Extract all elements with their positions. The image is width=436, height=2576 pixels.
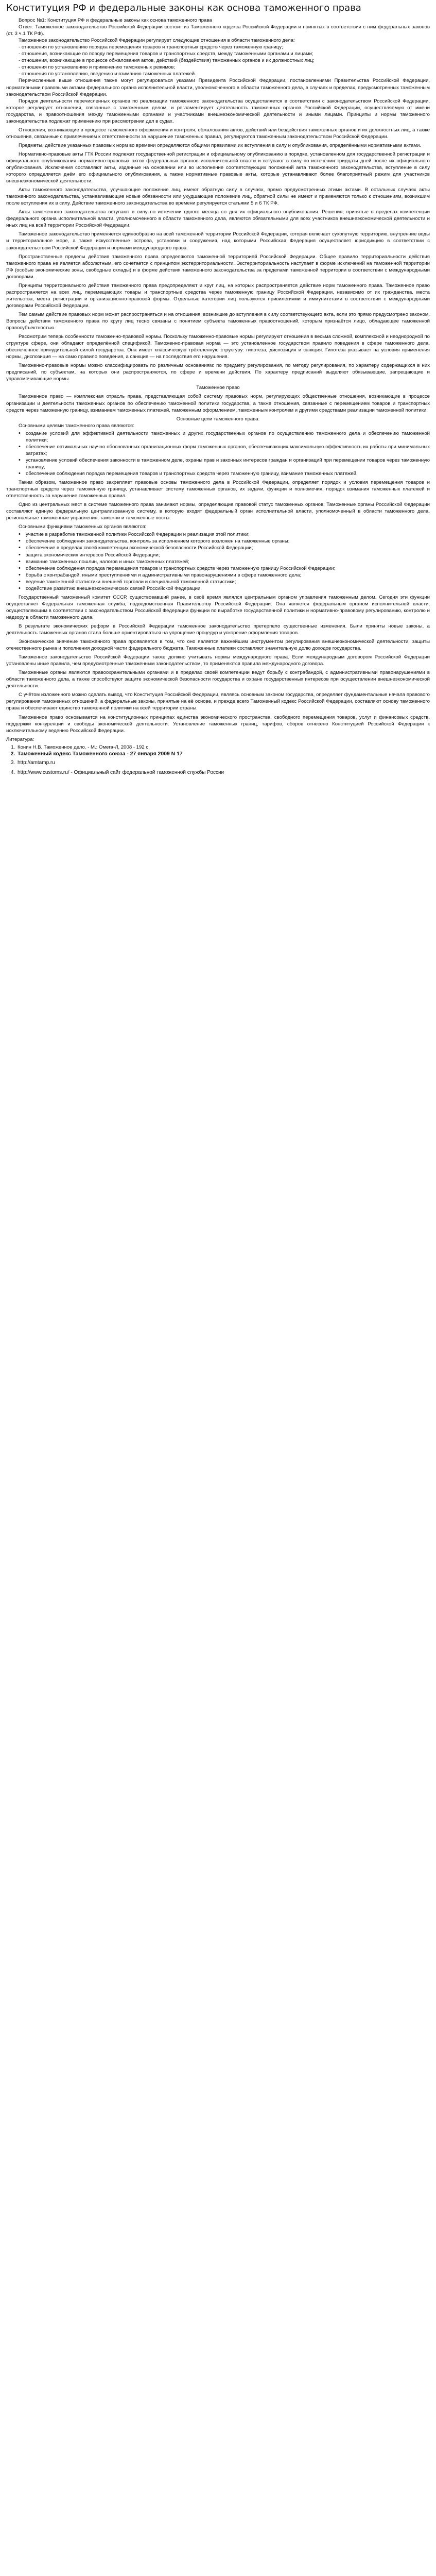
- principles-list: [19, 430, 430, 477]
- text-paragraph: Экономическое значение таможенного права проявляется в том, что оно является важнейшим инструментом регулирования внешнеэкономической деятельности, защиты отечественного рынка и пополнения доходной части федерального бюджета. Таможенные платежи составляют значительную долю доходов государства.: [6, 639, 430, 652]
- scope-item: - отношения, возникающие в процессе обжалования актов, действий (бездействия) таможенных органов и их должностных лиц;: [19, 58, 315, 64]
- principles-lead: Основными целями таможенного права являются:: [19, 422, 134, 429]
- text-paragraph: Пространственные пределы действия таможенного права определяются таможенной территорией Российской Федерации. Общее правило территориальности действия таможенного права не является абсолютным, его сочетается с принципом экстерриториальности. Экстерриториальность наступает в форме исключений на таможенной территории РФ (особые экономические зоны, свободные склады) и в форме действия таможенного законодательства за пределами таможенной территории в соответствии с международными договорами.: [6, 253, 430, 280]
- text-paragraph: Таможенные органы являются правоохранительными органами и в пределах своей компетенции ведут борьбу с контрабандой, с административными правонарушениями в области таможенного дела, а также способствуют защите экономической безопасности государства и охране государственных интересов при осуществлении внешнеэкономической деятельности.: [6, 670, 430, 689]
- text-paragraph: Государственный таможенный комитет СССР, существовавший ранее, в своё время являлся центральным органом управления таможенным делом. Сегодня эти функции осуществляет Федеральная таможенная служба, подведомственная Правительству Российской Федерации. Она является федеральным органом исполнительной власти, осуществляющим в соответствии с законодательством Российской Федерации функции по выработке государственной политики и нормативно-правовому регулированию, контролю и надзору в области таможенного дела.: [6, 594, 430, 620]
- list-item: • взимание таможенных пошлин, налогов и иных таможенных платежей;: [19, 558, 430, 565]
- text-paragraph: Принципы территориального действия таможенного права предопределяют и круг лиц, на которых распространяется действие норм таможенного права. Таможенное право распространяется на всех лиц, перемещающих товары и транспортные средства через таможенную границу Российской Федерации, независимо от их гражданства, места жительства, места регистрации и организационно-правовой формы. Отдельные категории лиц пользуются привилегиями и иммунитетами в соответствии с международными договорами Российской Федерации.: [6, 282, 430, 309]
- text-paragraph: Таможенно-правовые нормы можно классифицировать по различным основаниям: по предмету регулирования, по методу регулирования, по характеру содержащихся в них предписаний, по субъектам, на которых они распространяются, по сфере и времени действия. По характеру предписаний выделяют обязывающие, запрещающие и управомочивающие нормы.: [6, 363, 430, 382]
- procedure-paragraph: Порядок деятельности перечисленных органов по реализации таможенного законодательства осуществляется в соответствии с законодательством Российской Федерации, которое регулирует отношения, связанные с таможенным делом, и регламентирует деятельность таможенных органов Российской Федерации, осуществляемую от имени государства, и правоотношения между таможенными органами и участниками внешнеэкономической деятельности и иными лицами. Принципы и нормы таможенного законодательства подлежат применению при рассмотрении дел в судах.: [6, 98, 430, 124]
- reference-item: 2. Таможенный кодекс Таможенного союза - 27 января 2009 N 17: [16, 751, 430, 758]
- text-paragraph: Таможенное законодательство применяется единообразно на всей таможенной территории Российской Федерации, которая включает сухопутную территорию, внутренние воды и территориальное море, а также искусственные острова, установки и сооружения, над которыми Российская Федерация осуществляет юрисдикцию в соответствии с законодательством Российской Федерации и нормами международного права.: [6, 231, 430, 251]
- reference-link[interactable]: 3. http://amtamp.ru: [16, 758, 430, 768]
- text-paragraph: Таможенное законодательство Российской Федерации также должно учитывать нормы международного права. Если международным договором Российской Федерации установлены иные правила, чем предусмотренные таможенным законодательством, то применяются правила международного договора.: [6, 654, 430, 667]
- scope-item: - отношения по установлению и применению таможенных режимов;: [19, 64, 176, 71]
- text-paragraph: Основными функциями таможенных органов являются:: [19, 524, 147, 530]
- list-item: • участие в разработке таможенной политики Российской Федерации и реализация этой политики;: [19, 531, 430, 538]
- list-item: • обеспечение оптимальных научно обоснованных организационных форм таможенных органов, обеспечивающих максимальную эффективность их работы при минимальных затратах;: [19, 444, 430, 457]
- text-paragraph: С учётом изложенного можно сделать вывод, что Конституция Российской Федерации, являясь основным законом государства, определяет фундаментальные начала правового регулирования таможенных отношений, а федеральные законы, принятые на её основе, и прежде всего Таможенный кодекс Российской Федерации, составляют основу таможенного права и обеспечивают единство таможенной политики на всей территории страны.: [6, 692, 430, 711]
- intro-section: [6, 17, 430, 125]
- page-title: Конституция РФ и федеральные законы как основа таможенного права: [6, 3, 361, 13]
- list-item: • создание условий для эффективной деятельности таможенных и других государственных органов по осуществлению таможенного дела и обеспечению таможенной политики;: [19, 430, 430, 444]
- list-item: • обеспечение в пределах своей компетенции экономической безопасности Российской Федерации;: [19, 545, 430, 551]
- scope-paragraph: Таможенное законодательство Российской Федерации регулирует следующие отношения в области таможенного дела:: [19, 38, 295, 44]
- text-paragraph: Нормативно-правовые акты ГТК России подлежат государственной регистрации и официальному опубликованию в порядке, установленном для государственной регистрации и официального опубликования нормативно-правовых актов федеральных органов исполнительной власти и вступают в силу по истечении тридцати дней после их официального опубликования. Исключения составляют акты, изданные на основании или во исполнение соответствующих положений акта таможенного законодательства, вступление в силу которого определяется днём его официального опубликования, а также нормативные правовые акты, которые устанавливают более благоприятный режим для участников внешнеэкономической деятельности.: [6, 151, 430, 184]
- text-paragraph: Предметы, действие указанных правовых норм во времени определяются общими правилами их вступления в силу и опубликования, определёнными нормативными актами.: [19, 142, 422, 148]
- principles-heading: Основные цели таможенного права:: [176, 416, 260, 422]
- text-paragraph: Одно из центральных мест в системе таможенного права занимают нормы, определяющие правовой статус таможенных органов. Таможенные органы Российской Федерации составляют единую федеральную централизованную систему, в которую входят федеральный орган исполнительной власти, уполномоченный в области таможенного дела, региональные таможенные управления, таможни и таможенные посты.: [6, 502, 430, 521]
- reference-link[interactable]: 4. http://www.customs.ru/ - Официальный сайт федеральной таможенной службы России: [16, 768, 430, 777]
- list-item: • защита экономических интересов Российской Федерации;: [19, 552, 430, 558]
- text-paragraph: Акты таможенного законодательства, улучшающие положение лиц, имеют обратную силу в случаях, прямо предусмотренных этими актами. В остальных случаях акты таможенного законодательства, устанавливающие новые обязанности или ухудшающие положение лиц, обратной силы не имеют и применяются только к отношениям, возникшим после вступления их в силу. Действие таможенного законодательства во времени регулируется статьями 5 и 6 ТК РФ.: [6, 187, 430, 207]
- scope-item: - отношения по установлению порядка перемещения товаров и транспортных средств через таможенную границу;: [19, 44, 283, 50]
- document-page: [0, 0, 436, 777]
- list-item: • обеспечение соблюдения законодательства, контроль за исполнением которого возложен на таможенные органы;: [19, 538, 430, 545]
- text-paragraph: Тем самым действие правовых норм может распространяться и на отношения, возникшие до вступления в силу соответствующего акта, если это прямо предусмотрено законом. Вопросы действия таможенного права по кругу лиц тесно связаны с понятием субъекта таможенных правоотношений, которым признаётся лицо, обладающее таможенной правосубъектностью.: [6, 311, 430, 331]
- list-item: • обеспечение соблюдения порядка перемещения товаров и транспортных средств через таможенную границу, взимание таможенных платежей.: [19, 470, 430, 477]
- functions-list: [19, 531, 430, 591]
- literature-heading: Литература:: [6, 736, 34, 742]
- text-paragraph: Рассмотрим теперь особенности таможенно-правовой нормы. Поскольку таможенно-правовые нормы регулируют отношения в весьма сложной, комплексной и неоднородной по структуре сфере, они обладают определённой спецификой. Таможенно-правовая норма — это установленное государством правило поведения в сфере таможенного дела, обеспеченное принудительной силой государства. Она имеет классическую трёхчленную структуру: гипотеза, диспозиция и санкция. Гипотеза указывает на условия применения нормы, диспозиция — на само правило поведения, а санкция — на последствия его нарушения.: [6, 334, 430, 360]
- main-section: [6, 127, 430, 383]
- list-item: • ведение таможенной статистики внешней торговли и специальной таможенной статистики;: [19, 579, 430, 585]
- text-paragraph: Таким образом, таможенное право закрепляет правовые основы таможенного дела в Российской Федерации, определяет порядок и условия перемещения товаров и транспортных средств через таможенную границу, устанавливает систему таможенных органов, их задачи, функции и полномочия, порядок взимания таможенных платежей и ответственность за нарушение таможенных правил.: [6, 480, 430, 499]
- list-item: • содействие развитию внешнеэкономических связей Российской Федерации.: [19, 585, 430, 592]
- text-paragraph: В результате экономических реформ в Российской Федерации таможенное законодательство претерпело существенные изменения. Были приняты новые законы, а деятельность таможенных органов стала больше ориентироваться на упрощение процедур и ускорение оформления товаров.: [6, 623, 430, 636]
- regulation-paragraph: Перечисленные выше отношения также могут регулироваться указами Президента Российской Федерации, постановлениями Правительства Российской Федерации, нормативными правовыми актами федерального органа исполнительной власти, уполномоченного в области таможенного дела, в случаях и пределах, предусмотренных таможенным законодательством Российской Федерации.: [6, 78, 430, 97]
- text-paragraph: Акты таможенного законодательства вступают в силу по истечении одного месяца со дня их официального опубликования. Решения, принятые в пределах компетенции федерального органа исполнительной власти, уполномоченного в области таможенного дела, являются обязательными для всех участников внешнеэкономической деятельности и иных лиц на всей территории Российской Федерации.: [6, 209, 430, 229]
- section-subheading: Таможенное право: [196, 385, 240, 391]
- references-list: [16, 744, 430, 778]
- answer-paragraph: Ответ: Таможенное законодательство Российской Федерации состоит из Таможенного кодекса Российской Федерации и принятых в соответствии с ним федеральных законов (ст. 3 ч.1 ТК РФ).: [6, 24, 430, 37]
- definition-paragraph: Таможенное право — комплексная отрасль права, представляющая собой систему правовых норм, регулирующих общественные отношения, возникающие в процессе организации и деятельности таможенных органов по обеспечению таможенной политики государства, а также отношения, связанные с перемещением товаров и транспортных средств через таможенную границу, взиманием таможенных платежей, таможенным оформлением, таможенным контролем и другими средствами реализации таможенной политики.: [6, 394, 430, 413]
- list-item: • установление условий обеспечения законности в таможенном деле, охраны прав и законных интересов граждан и организаций при перемещении товаров через таможенную границу;: [19, 457, 430, 470]
- question-paragraph: Вопрос №1: Конституция РФ и федеральные законы как основа таможенного права: [19, 18, 212, 24]
- reference-item: 1. Конин Н.В. Таможенное дело. - М.: Омега-Л, 2008 - 192 с.: [16, 744, 430, 751]
- list-item: • борьба с контрабандой, иными преступлениями и административными правонарушениями в сфере таможенного дела;: [19, 572, 430, 579]
- text-paragraph: Таможенное право основывается на конституционных принципах единства экономического пространства, свободного перемещения товаров, услуг и финансовых средств, поддержки конкуренции и свободы экономической деятельности. Установление таможенных границ, тарифов, сборов отнесено Конституцией Российской Федерации к исключительному ведению Российской Федерации.: [6, 714, 430, 734]
- list-item: • обеспечение соблюдения порядка перемещения товаров и транспортных средств через таможенную границу Российской Федерации;: [19, 565, 430, 572]
- scope-item: - отношения, возникающие по поводу перемещения товаров и транспортных средств, между таможенными органами и лицами;: [19, 51, 313, 57]
- article-body: [6, 17, 430, 777]
- text-paragraph: Отношения, возникающие в процессе таможенного оформления и контроля, обжалования актов, действий или бездействия таможенных органов и их должностных лиц, а также отношения, связанные с привлечением к ответственности за нарушение таможенных правил, регулируются таможенным законодательством Российской Федерации.: [6, 127, 430, 140]
- scope-item: - отношения по установлению, введению и взиманию таможенных платежей.: [19, 71, 196, 77]
